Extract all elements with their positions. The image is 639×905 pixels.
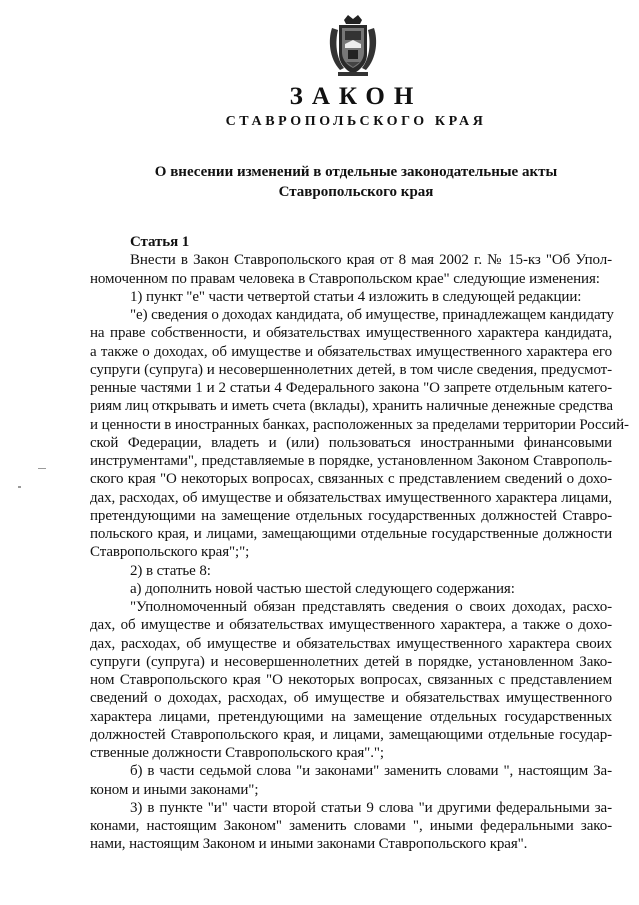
- paragraph-line: претендующими на замещение отдельных государственных должностей Ставро-: [90, 507, 612, 524]
- heading-line: О внесении изменений в отдельные законодательные акты: [154, 164, 558, 180]
- paragraph-line: риям лиц открывать и иметь счета (вклады), хранить наличные денежные средства: [90, 398, 613, 415]
- paragraph-line: номоченном по правам человека в Ставропольском крае" следующие изменения:: [90, 270, 600, 287]
- paragraph-line: инструментами", представляемые в порядке, установленном Законом Ставрополь-: [90, 453, 612, 469]
- document-heading: [0, 162, 639, 202]
- paragraph-line: ского края "О некоторых вопросах, связанных с представлением сведений о дохо-: [90, 471, 612, 488]
- paragraph-line: сведений о доходах, расходах, об имуществе и обязательствах имущественного: [90, 690, 612, 707]
- paragraph-line: ственные должности Ставропольского края".";: [90, 745, 384, 761]
- paragraph-line: характера лицами, претендующими на замещение отдельных государственных: [90, 708, 612, 725]
- paragraph-line: ренные частями 1 и 2 статьи 4 Федерального закона "О запрете отдельным катего-: [90, 380, 612, 396]
- paragraph-line: а также о доходах, об имуществе и обязательствах имущественного характера его: [90, 343, 612, 360]
- paragraph-line: 1) пункт "е" части четвертой статьи 4 изложить в следующей редакции:: [130, 288, 582, 305]
- paragraph-line: нами, настоящим Законом и иными законами Ставропольского края".: [90, 836, 528, 853]
- region-title: СТАВРОПОЛЬСКОГО КРАЯ: [225, 114, 487, 129]
- paragraph-line: и ценности в иностранных банках, расположенных за пределами территории Россий-: [90, 416, 629, 433]
- paragraph-line: "Уполномоченный обязан представлять сведения о своих доходах, расхо-: [130, 599, 612, 615]
- paragraph-line: 2) в статье 8:: [130, 562, 211, 579]
- paragraph-line: ской Федерации, владеть и (или) пользоваться иностранными финансовыми: [90, 434, 612, 451]
- paragraph-line: конами, настоящим Законом" заменить словами ", иными федеральными зако-: [90, 818, 612, 834]
- heading-line: Ставропольского края: [278, 184, 434, 200]
- scan-mark: [38, 468, 46, 469]
- paragraph-line: супруги (супруга) и несовершеннолетних детей в порядке, установленном Зако-: [90, 653, 612, 670]
- paragraph-line: ном Ставропольского края "О некоторых вопросах, связанных с представлением: [90, 672, 612, 688]
- paragraph-line: должностей Ставропольского края, и лицами, замещающими отдельные государ-: [90, 726, 612, 743]
- coat-of-arms-emblem: [326, 14, 380, 78]
- paragraph-line: на праве собственности, и обязательствах имущественного характера кандидата,: [90, 325, 612, 342]
- paragraph-line: 3) в пункте "и" части второй статьи 9 слова "и другими федеральными за-: [130, 799, 612, 816]
- paragraph-line: коном и иными законами";: [90, 781, 259, 798]
- paragraph-line: Внести в Закон Ставропольского края от 8 мая 2002 г. № 15-кз "Об Упол-: [130, 252, 612, 269]
- paragraph-line: дах, об имуществе и обязательствах имущественного характера, а также о дохо-: [90, 617, 612, 634]
- scan-mark: [18, 486, 21, 488]
- document-body: [90, 233, 629, 854]
- paragraph-line: дах, расходах, об имуществе и обязательствах имущественного характера своих: [90, 635, 612, 652]
- paragraph-line: польского края, и лицами, замещающими отдельные государственные должности: [90, 526, 612, 542]
- paragraph-line: б) в части седьмой слова "и законами" заменить словами ", настоящим За-: [130, 763, 612, 780]
- law-title: ЗАКОН: [289, 83, 423, 110]
- article-heading: Статья 1: [130, 234, 190, 250]
- paragraph-line: а) дополнить новой частью шестой следующего содержания:: [130, 580, 515, 597]
- paragraph-line: дах, расходах, об имуществе и обязательствах имущественного характера лицами,: [90, 489, 612, 506]
- paragraph-line: Ставропольского края";";: [90, 544, 250, 561]
- paragraph-line: супруги (супруга) и несовершеннолетних детей, в том числе сведения, предусмот-: [90, 361, 612, 378]
- paragraph-line: "е) сведения о доходах кандидата, об имуществе, принадлежащем кандидату: [130, 307, 614, 323]
